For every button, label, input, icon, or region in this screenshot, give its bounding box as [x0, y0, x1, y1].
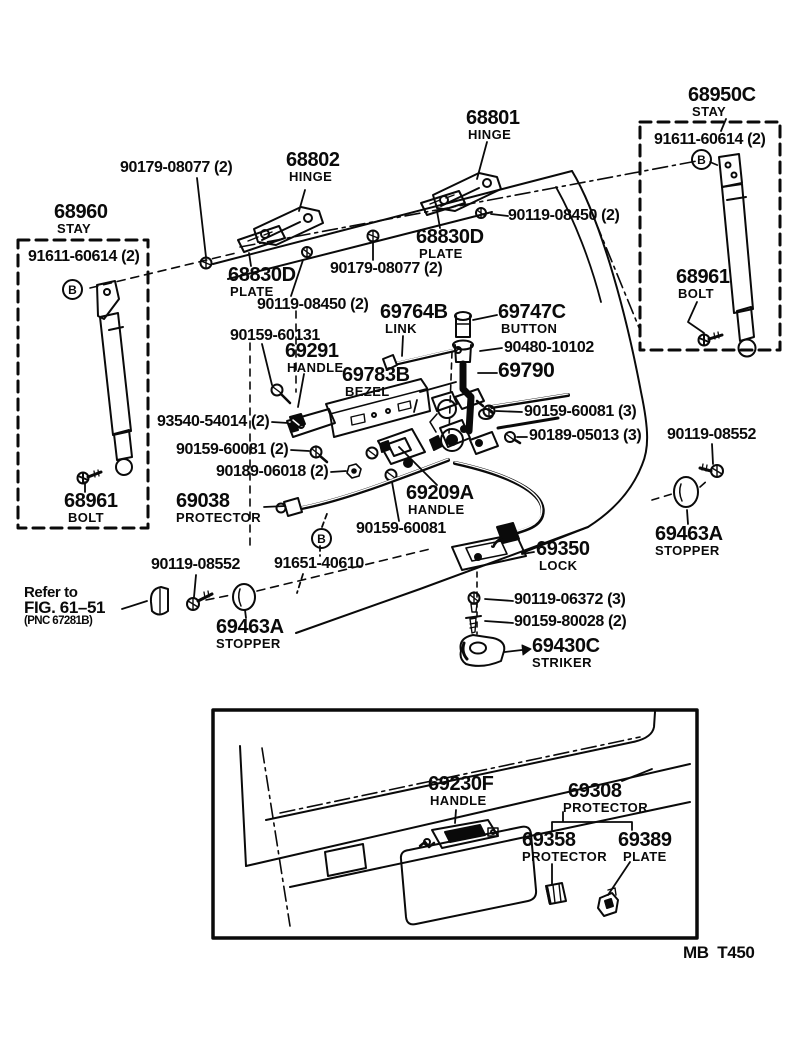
code-label-90119-06372-3: 90119-06372 (3) [514, 591, 626, 608]
code-label-93540-54014-2: 93540-54014 (2) [157, 413, 270, 430]
code-label-90159-60081-2: 90159-60081 (2) [176, 441, 289, 458]
part-label-69308: 69308 PROTECTOR [563, 780, 648, 815]
part-label-68830d-right: 68830D PLATE [416, 226, 484, 261]
bolt-marker-right: B [691, 149, 712, 170]
code-label-91611-60614-left: 91611-60614 (2) [28, 248, 140, 265]
code-label-90189-06018-2: 90189-06018 (2) [216, 463, 329, 480]
part-label-68950c: 68950C STAY [688, 84, 756, 119]
inner-panel-view [240, 712, 690, 926]
code-label-90159-80028-2: 90159-80028 (2) [514, 613, 627, 630]
code-label-91611-60614-right: 91611-60614 (2) [654, 131, 766, 148]
code-label-90159-60081-3: 90159-60081 (3) [524, 403, 637, 420]
hinge-68802 [238, 207, 323, 257]
part-label-68830d-left: 68830D PLATE [228, 264, 296, 299]
part-label-68801: 68801 HINGE [466, 107, 520, 142]
part-label-69350: 69350 LOCK [536, 538, 590, 573]
code-label-90159-60081-1: 90159-60081 [356, 520, 446, 537]
part-label-68961-left: 68961 BOLT [64, 490, 118, 525]
left-stay-strut [78, 281, 133, 484]
handle-69291 [272, 385, 336, 438]
part-label-69463a-left: 69463A STOPPER [216, 616, 284, 651]
right-stay-strut [699, 154, 756, 357]
part-label-69230f: 69230F HANDLE [428, 773, 494, 808]
part-label-68960: 68960 STAY [54, 201, 108, 236]
code-label-90119-08450-right: 90119-08450 (2) [508, 207, 620, 224]
part-label-69209a: 69209A HANDLE [406, 482, 474, 517]
left-stay-box [18, 240, 148, 528]
plate-69389-glyph [598, 888, 618, 916]
code-label-90159-60131: 90159-60131 [230, 327, 320, 344]
part-label-69463a-right: 69463A STOPPER [655, 523, 723, 558]
part-label-69389: 69389 PLATE [618, 829, 672, 864]
part-label-69038: 69038 PROTECTOR [176, 490, 261, 525]
figure-code: MB T450 [683, 943, 755, 962]
right-stopper-cluster [652, 464, 723, 507]
code-label-90179-08077-top: 90179-08077 (2) [120, 159, 233, 176]
code-label-90119-08552-right: 90119-08552 [667, 426, 757, 443]
code-label-90480-10102: 90480-10102 [504, 339, 594, 356]
code-label-90179-08077-mid: 90179-08077 (2) [330, 260, 443, 277]
part-label-69747c: 69747C BUTTON [498, 301, 566, 336]
code-label-90189-05013-3: 90189-05013 (3) [529, 427, 642, 444]
code-label-91651-40610: 91651-40610 [274, 555, 364, 572]
part-label-69291: 69291 HANDLE [285, 340, 344, 375]
part-label-69358: 69358 PROTECTOR [522, 829, 607, 864]
protector-69358-glyph [546, 883, 566, 904]
code-label-90119-08552-left: 90119-08552 [151, 556, 241, 573]
bolt-marker-bottom: B [311, 528, 332, 549]
part-label-69790: 69790 [498, 359, 555, 382]
part-label-68802: 68802 HINGE [286, 149, 340, 184]
part-label-69783b: 69783B BEZEL [342, 364, 410, 399]
part-label-68961-right: 68961 BOLT [676, 266, 730, 301]
part-label-69764b: 69764B LINK [380, 301, 448, 336]
bolt-marker-left: B [62, 279, 83, 300]
reference-note: Refer to FIG. 61–51 (PNC 67281B) [24, 584, 106, 628]
code-label-90119-08450-left: 90119-08450 (2) [257, 296, 369, 313]
part-label-69430c: 69430C STRIKER [532, 635, 600, 670]
